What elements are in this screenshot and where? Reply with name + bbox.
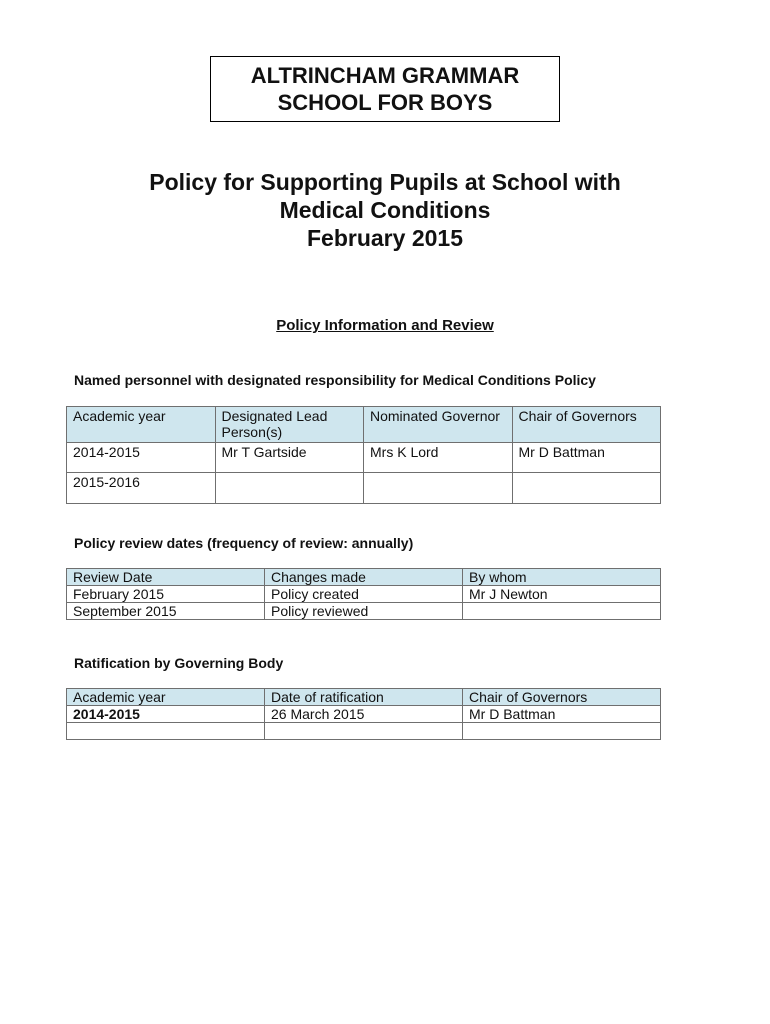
table-cell	[463, 723, 661, 740]
table-cell: 2014-2015	[67, 443, 216, 473]
table-cell: Policy created	[265, 586, 463, 603]
school-name-line1: ALTRINCHAM GRAMMAR	[250, 63, 520, 88]
school-name-box	[210, 56, 560, 122]
table-header-cell: Date of ratification	[265, 689, 463, 706]
table-cell: Mr D Battman	[463, 706, 661, 723]
table-cell: Mr T Gartside	[215, 443, 364, 473]
table-row	[67, 706, 661, 723]
table-cell: Mr D Battman	[512, 443, 661, 473]
table-header-row	[67, 689, 661, 706]
document-title	[0, 168, 770, 252]
table-cell: February 2015	[67, 586, 265, 603]
table-header-cell: Nominated Governor	[364, 407, 513, 443]
ratification-table	[66, 688, 661, 740]
table-cell: Policy reviewed	[265, 603, 463, 620]
title-line3: February 2015	[307, 225, 463, 251]
table-cell	[512, 473, 661, 504]
table-header-cell: Chair of Governors	[463, 689, 661, 706]
title-line1: Policy for Supporting Pupils at School with	[149, 169, 621, 195]
table-header-cell: Designated Lead Person(s)	[215, 407, 364, 443]
school-name-line2: SCHOOL FOR BOYS	[277, 90, 493, 115]
table-cell: 2014-2015	[67, 706, 265, 723]
table-cell	[67, 723, 265, 740]
personnel-caption: Named personnel with designated responsibility for Medical Conditions Policy	[74, 372, 596, 388]
table-header-cell: Changes made	[265, 569, 463, 586]
table-cell: 2015-2016	[67, 473, 216, 504]
table-header-cell: Review Date	[67, 569, 265, 586]
table-cell: Mr J Newton	[463, 586, 661, 603]
table-cell	[364, 473, 513, 504]
table-cell	[463, 603, 661, 620]
table-header-cell: Chair of Governors	[512, 407, 661, 443]
review-caption: Policy review dates (frequency of review: annually)	[74, 535, 414, 551]
table-cell	[215, 473, 364, 504]
table-header-cell: Academic year	[67, 689, 265, 706]
table-header-cell: By whom	[463, 569, 661, 586]
table-cell: Mrs K Lord	[364, 443, 513, 473]
table-cell: 26 March 2015	[265, 706, 463, 723]
table-row	[67, 473, 661, 504]
table-cell	[265, 723, 463, 740]
table-row	[67, 603, 661, 620]
table-row	[67, 723, 661, 740]
table-header-cell: Academic year	[67, 407, 216, 443]
table-header-row	[67, 407, 661, 443]
table-row	[67, 443, 661, 473]
title-line2: Medical Conditions	[279, 197, 491, 223]
table-row	[67, 586, 661, 603]
table-header-row	[67, 569, 661, 586]
ratification-caption: Ratification by Governing Body	[74, 655, 284, 671]
table-cell: September 2015	[67, 603, 265, 620]
personnel-table	[66, 406, 661, 504]
review-table	[66, 568, 661, 620]
section-heading: Policy Information and Review	[276, 317, 494, 334]
